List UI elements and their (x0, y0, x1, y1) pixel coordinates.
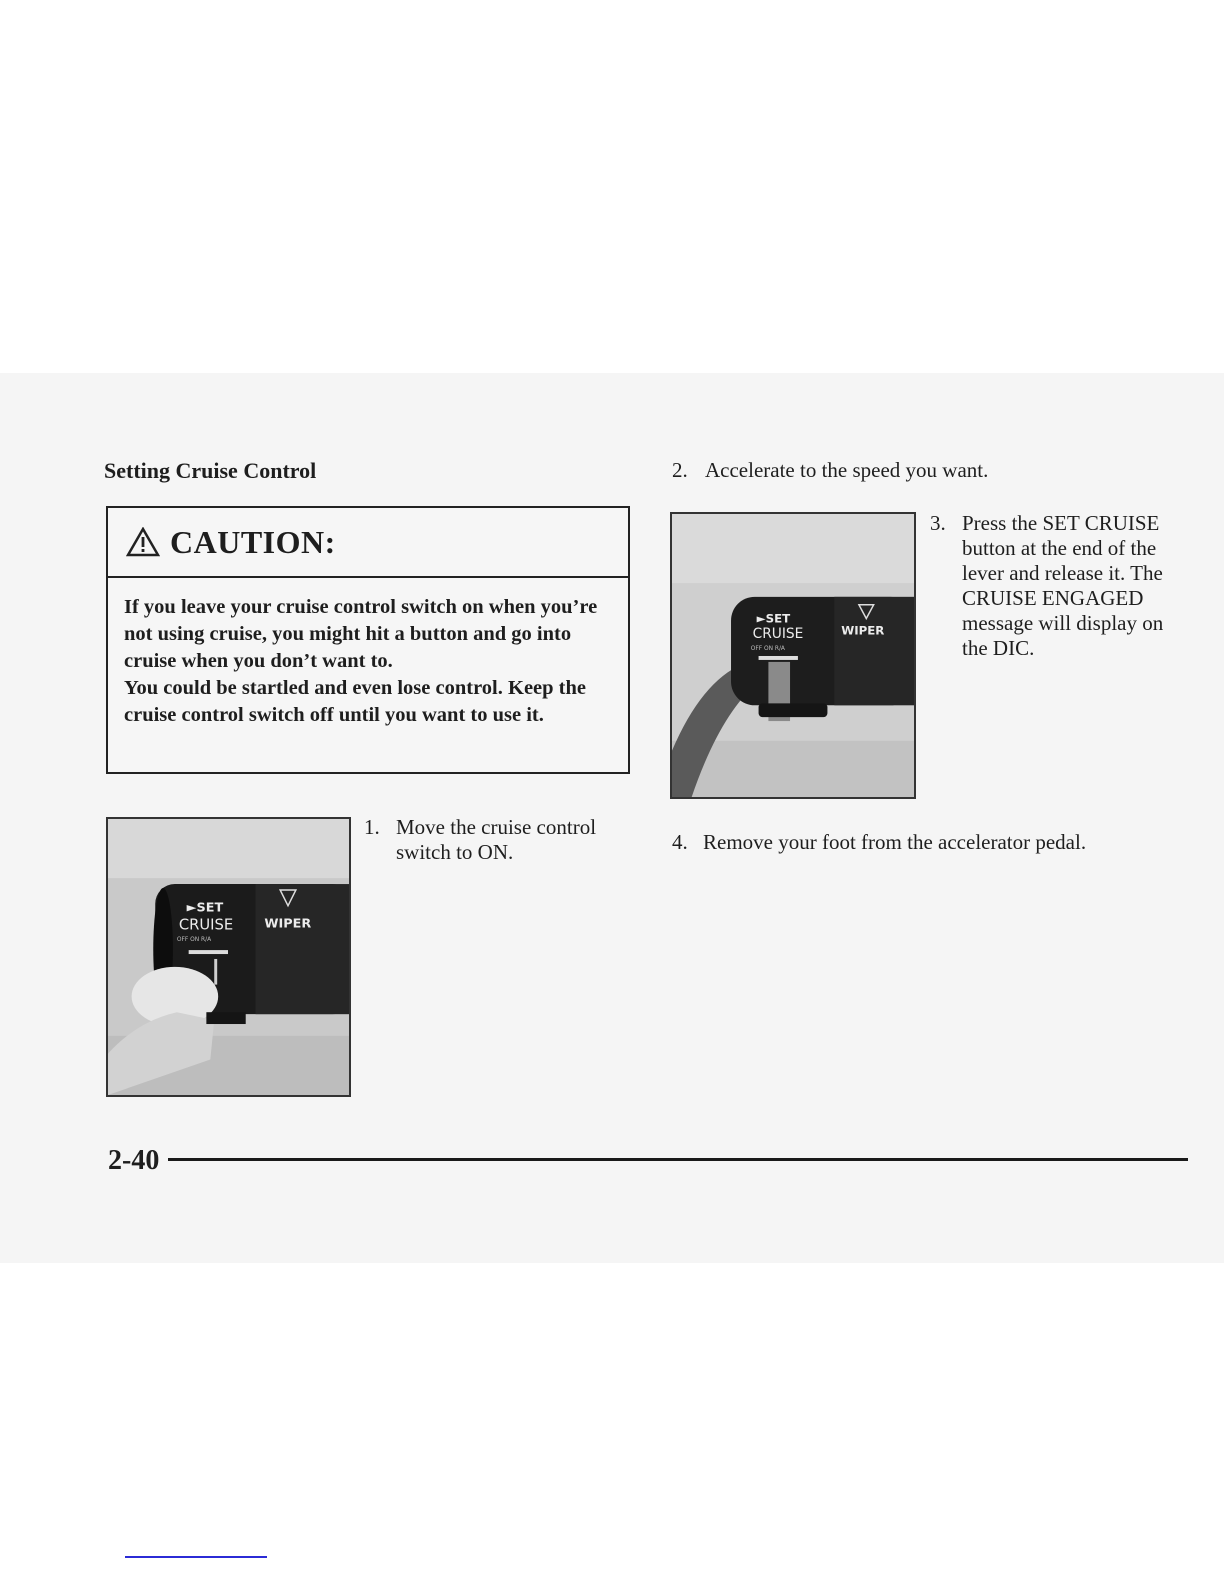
step-4 (672, 830, 1192, 855)
footer-rule (168, 1158, 1188, 1161)
caution-paragraph: If you leave your cruise control switch on when you’re not using cruise, you might hit a button and go into cruise when you don’t want to. (124, 596, 598, 672)
step-3 (930, 511, 1190, 661)
step-text: Move the cruise control switch to ON. (396, 815, 597, 864)
step-number: 1. (364, 815, 380, 839)
caution-paragraph: You could be startled and even lose control. Keep the cruise control switch off until you want to use it. (124, 677, 587, 726)
cruise-label: CRUISE (752, 626, 804, 643)
warning-triangle-icon (126, 527, 160, 557)
cruise-lever-photo-set-button (670, 512, 916, 799)
set-label: ►SET (756, 611, 791, 626)
cruise-label: CRUISE (178, 916, 234, 934)
modes-label: OFF ON R/A (176, 937, 212, 944)
caution-title: CAUTION: (170, 523, 336, 560)
caution-body (108, 578, 628, 729)
step-2 (672, 458, 1192, 483)
section-heading: Setting Cruise Control (104, 458, 317, 483)
wiper-label: WIPER (841, 623, 885, 638)
page-number: 2-40 (108, 1145, 160, 1176)
step-number: 4. (672, 830, 688, 854)
modes-label: OFF ON R/A (750, 646, 785, 653)
step-1 (364, 815, 624, 865)
wiper-label: WIPER (264, 916, 312, 932)
step-number: 2. (672, 458, 688, 482)
caution-box (106, 506, 630, 774)
step-text: Remove your foot from the accelerator pedal. (703, 830, 1087, 854)
step-text: Accelerate to the speed you want. (705, 458, 989, 482)
caution-header (108, 508, 628, 578)
step-text: Press the SET CRUISE button at the end of the lever and release it. The CRUISE ENGAGED message will display on the DIC. (962, 511, 1164, 660)
bottom-link-underline[interactable] (125, 1556, 267, 1558)
cruise-lever-photo-switch-on (106, 817, 351, 1097)
step-number: 3. (930, 511, 946, 535)
set-label: ►SET (186, 900, 224, 916)
